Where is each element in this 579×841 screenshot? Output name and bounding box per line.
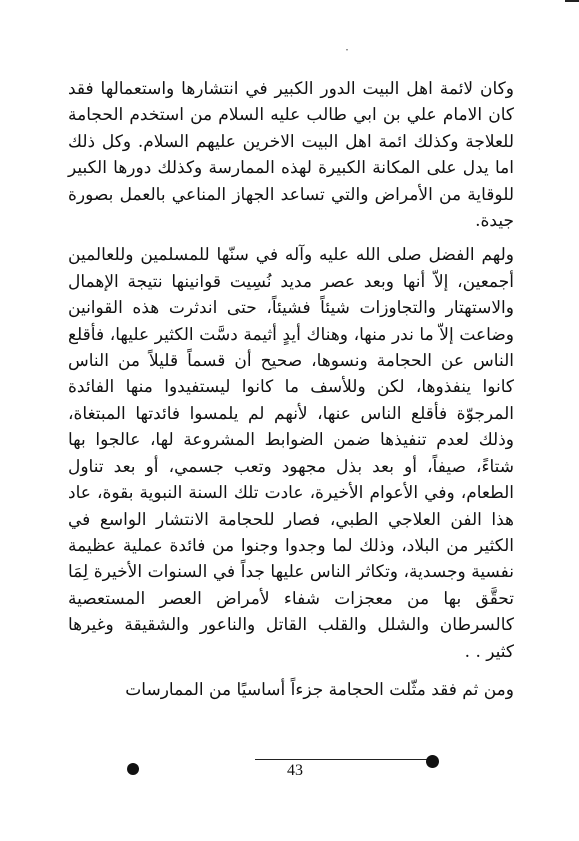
paragraph-3: ومن ثم فقد مثّلت الحجامة جزءاً أساسيًا من الممارسات: [125, 679, 514, 700]
body-text: [68, 76, 514, 703]
paragraph-1: وكان لائمة اهل البيت الدور الكبير في انتشارها واستعمالها فقد كان الامام علي بن ابي طالب عليه السلام من استخدم الحجامة للعلاجة وكذلك ائمة اهل البيت الاخرين عليهم السلام. وكل ذلك اما يدل على المكانة الكبيرة لهذه الممارسة وكذلك دورها الكبير للوقاية من الأمراض والتي تساعد الجهاز المناعي بالعمل بصورة جيدة.: [68, 79, 514, 232]
page-number: 43: [287, 762, 303, 779]
top-edge-mark: [565, 0, 579, 8]
paragraph-2: ولهم الفضل صلى الله عليه وآله في سنّها للمسلمين وللعالمين أجمعين، إلاّ أنها وبعد عصر مديد نُسِيت قوانينها نتيجة الإهمال والاستهتار والتجاوزات شيئاً فشيئاً، حتى اندثرت هذه القوانين وضاعت إلاّ ما ندر منها، وهناك أيدٍ أثيمة دسَّت الكثير عليها، فأقلع الناس عن الحجامة ونسوها، صحيح أن قسماً قليلاً من الناس كانوا ينفذوها، لكن وللأسف ما كانوا ليستفيدوا منها الفائدة المرجوّة فأقلع الناس عنها، لأنهم لم يلمسوا فائدتها المبتغاة، وذلك لعدم تنفيذها ضمن الضوابط المشروعة لها، عالجوا بها شتاءً، صيفاً، أو بعد بذل مجهود وتعب جسمي، أو بعد تناول الطعام، وفي الأعوام الأخيرة، عادت تلك السنة النبوية بقوة، عاد هذا الفن العلاجي الطبي، فصار للحجامة الانتشار الواسع في الكثير من البلاد، وذلك لما وجدوا وجنوا من فائدة عملية عظيمة نفسية وجسدية، وتكاثر الناس عليها جداً في السنوات الأخيرة لِمَا تحقَّق بها من معجزات شفاء لأمراض العصر المستعصية كالسرطان والشلل والقلب القاتل والناعور والشقيقة وغيرها كثير . .: [68, 245, 514, 662]
footer-rule: [255, 759, 435, 760]
footer-ornament-right: [426, 755, 439, 768]
footer-ornament-left: [127, 763, 139, 775]
